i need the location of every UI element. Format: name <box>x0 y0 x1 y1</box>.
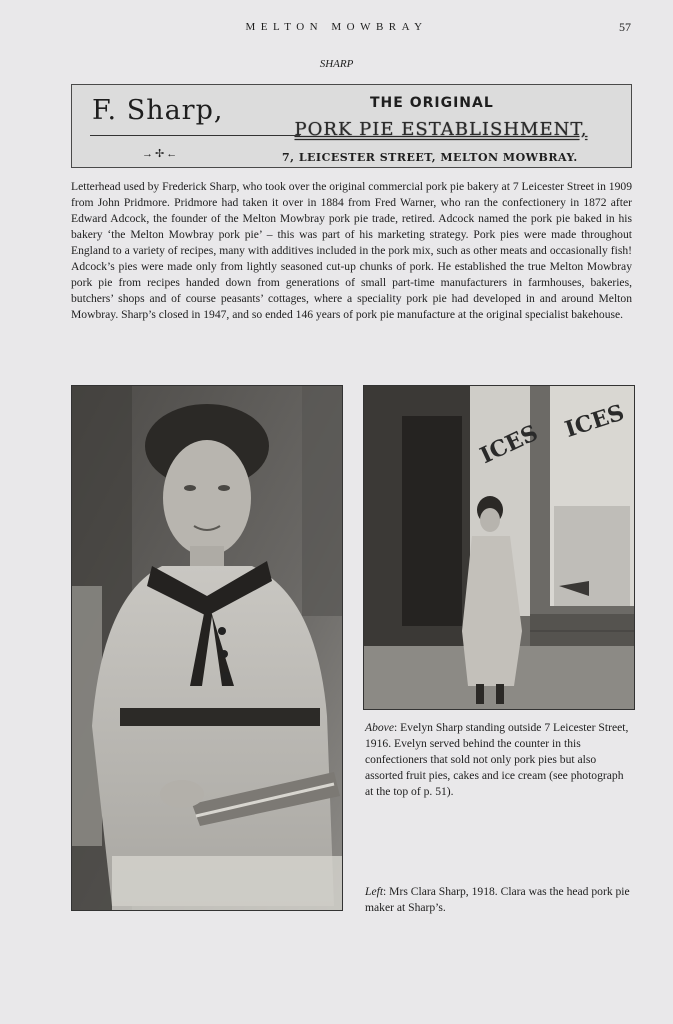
sign-ices-1: ICES <box>476 419 542 470</box>
page-header <box>0 18 673 38</box>
photo-evelyn-sharp <box>363 385 635 710</box>
letterhead-name: F. Sharp, <box>92 95 224 126</box>
ornament-icon: →✢← <box>142 148 180 160</box>
letterhead-image <box>71 84 632 168</box>
caption-left <box>365 884 633 916</box>
running-title: MELTON MOWBRAY <box>245 21 428 33</box>
portrait-illustration <box>72 386 342 910</box>
caption-above-label: Above <box>365 721 394 734</box>
caption-above <box>365 720 633 800</box>
section-title: SHARP <box>319 58 354 70</box>
caption-left-text: : Mrs Clara Sharp, 1918. Clara was the head pork pie maker at Sharp’s. <box>365 885 630 914</box>
main-caption: Letterhead used by Frederick Sharp, who took over the original commercial pork pie bakery at 7 Leicester Street in 1909 from John Pridmore. Pridmore had taken it over in 1884 from Fred Warner, who ran the confectionery in 1872 after Edward Adcock, the founder of the Melton Mowbray pork pie trade, retired. Adcock named the pork pie baked in his bakery ‘the Melton Mowbray pork pie’ – this was part of his marketing strategy. Pork pies were made throughout England to a variety of recipes, many with additives included in the pork mix, such as other meats and occasionally fish! Adcock’s pies were made only from lightly seasoned cut-up chunks of pork. He established the true Melton Mowbray pork pie from recipes handed down from generations of small part-time manufacturers in farmhouses, bakeries, butchers’ shops and of course peasants’ cottages, where a speciality pork pie had developed in and around Melton Mowbray. Sharp’s closed in 1947, and so ended 146 years of pork pie manufacture at the original specialist bakehouse. <box>71 180 632 321</box>
photo-clara-sharp <box>71 385 343 911</box>
page-number: 57 <box>619 20 631 34</box>
letterhead-line1: THE ORIGINAL <box>370 95 494 111</box>
caption-above-text: : Evelyn Sharp standing outside 7 Leicester Street, 1916. Evelyn served behind the counter in this confectioners that sold not only pork pies but also assorted fruit pies, cakes and ice cream (see photograph at the top of p. 51). <box>365 721 629 798</box>
letterhead-address: 7, LEICESTER STREET, MELTON MOWBRAY. <box>282 151 578 164</box>
caption-left-label: Left <box>365 885 384 898</box>
sign-ices-2: ICES <box>561 399 628 443</box>
shopfront-illustration <box>364 386 634 709</box>
letterhead-line2: PORK PIE ESTABLISHMENT, <box>294 119 588 140</box>
